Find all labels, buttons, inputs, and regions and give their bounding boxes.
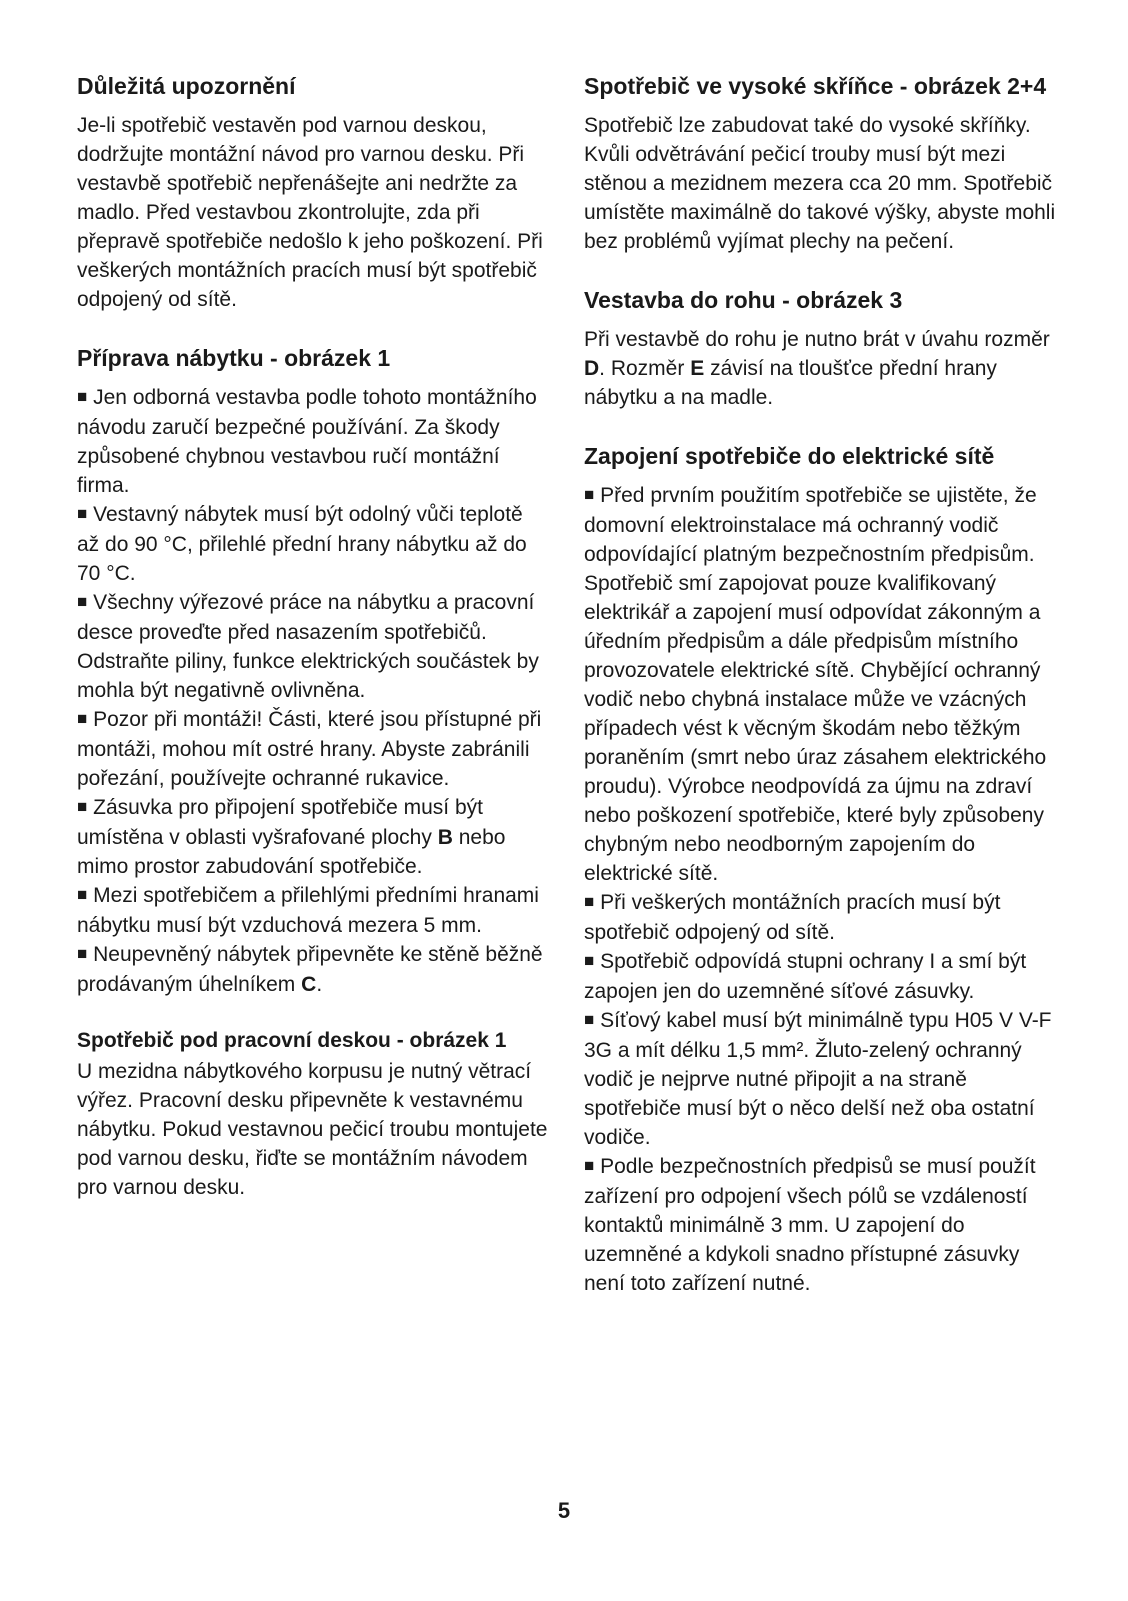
square-bullet-icon: ■ xyxy=(584,485,595,504)
right-column xyxy=(584,70,1064,1326)
square-bullet-icon: ■ xyxy=(77,592,88,611)
square-bullet-icon: ■ xyxy=(584,1010,595,1029)
page-number: 5 xyxy=(557,1498,571,1523)
heading-furniture-preparation: Příprava nábytku - obrázek 1 xyxy=(77,345,391,371)
bullet-item: ■ Jen odborná vestavba podle tohoto montážního návodu zaručí bezpečné používání. Za škody způsobené chybnou vestavbou ručí montážní firma. xyxy=(77,386,537,497)
heading-corner-installation: Vestavba do rohu - obrázek 3 xyxy=(584,287,903,313)
left-column xyxy=(77,70,549,1230)
square-bullet-icon: ■ xyxy=(77,709,88,728)
paragraph-tall-cabinet: Spotřebič lze zabudovat také do vysoké skříňky. Kvůli odvětrávání pečicí trouby musí být mezi stěnou a mezidnem mezera cca 20 mm. Spotřebič umístěte maximálně do takové výšky, abyste mohli bez problémů vyjímat plechy na pečení. xyxy=(584,114,1056,253)
bullet-item: ■ Podle bezpečnostních předpisů se musí použít zařízení pro odpojení všech pólů se vzdáleností kontaktů minimálně 3 mm. U zapojení do uzemněné a kdykoli snadno přístupné zásuvky není toto zařízení nutné. xyxy=(584,1155,1036,1295)
heading-important-notes: Důležitá upozornění xyxy=(77,73,296,99)
bullet-item: ■ Mezi spotřebičem a přilehlými předními hranami nábytku musí být vzduchová mezera 5 mm. xyxy=(77,884,539,937)
square-bullet-icon: ■ xyxy=(77,885,88,904)
square-bullet-icon: ■ xyxy=(584,1156,595,1175)
heading-electrical-connection: Zapojení spotřebiče do elektrické sítě xyxy=(584,443,995,469)
section-electrical-connection xyxy=(584,440,1064,1298)
section-furniture-preparation xyxy=(77,342,549,999)
square-bullet-icon: ■ xyxy=(77,504,88,523)
bullet-item: ■ Všechny výřezové práce na nábytku a pracovní desce proveďte před nasazením spotřebičů. Odstraňte piliny, funkce elektrických součástek by mohla být negativně ovlivněna. xyxy=(77,591,539,702)
section-tall-cabinet xyxy=(584,70,1064,256)
paragraph-under-worktop: U mezidna nábytkového korpusu je nutný větrací výřez. Pracovní desku připevněte k vestavnému nábytku. Pokud vestavnou pečicí troubu montujete pod varnou desku, řiďte se montážním návodem pro varnou desku. xyxy=(77,1060,548,1199)
bullet-item: ■ Zásuvka pro připojení spotřebiče musí být umístěna v oblasti vyšrafované plochy B nebo mimo prostor zabudování spotřebiče. xyxy=(77,796,506,878)
bullet-item: ■ Neupevněný nábytek připevněte ke stěně běžně prodávaným úhelníkem C. xyxy=(77,943,543,996)
paragraph-corner-installation: Při vestavbě do rohu je nutno brát v úvahu rozměr D. Rozměr E závisí na tloušťce přední hrany nábytku a na madle. xyxy=(584,328,1050,409)
square-bullet-icon: ■ xyxy=(584,892,595,911)
bullet-item: ■ Při veškerých montážních pracích musí být spotřebič odpojený od sítě. xyxy=(584,891,1001,944)
section-under-worktop xyxy=(77,1027,549,1202)
heading-under-worktop: Spotřebič pod pracovní deskou - obrázek 1 xyxy=(77,1029,507,1052)
section-corner-installation xyxy=(584,284,1064,412)
square-bullet-icon: ■ xyxy=(584,951,595,970)
paragraph-important-notes: Je-li spotřebič vestavěn pod varnou deskou, dodržujte montážní návod pro varnou desku. Při vestavbě spotřebič nepřenášejte ani nedržte za madlo. Před vestavbou zkontrolujte, zda při přepravě spotřebiče nedošlo k jeho poškození. Při veškerých montážních pracích musí být spotřebič odpojený od sítě. xyxy=(77,114,543,311)
heading-tall-cabinet: Spotřebič ve vysoké skříňce - obrázek 2+4 xyxy=(584,73,1047,99)
bullet-item: ■ Vestavný nábytek musí být odolný vůči teplotě až do 90 °C, přilehlé přední hrany nábytku až do 70 °C. xyxy=(77,503,527,585)
bullet-item: ■ Před prvním použitím spotřebiče se ujistěte, že domovní elektroinstalace má ochranný vodič odpovídající platným bezpečnostním předpisům. Spotřebič smí zapojovat pouze kvalifikovaný elektrikář a zapojení musí odpovídat zákonným a úředním předpisům a dále předpisům místního provozovatele elektrické sítě. Chybějící ochranný vodič nebo chybná instalace může ve vzácných případech vést k věcným škodám nebo těžkým poraněním (smrt nebo úraz zásahem elektrického proudu). Výrobce neodpovídá za újmu na zdraví nebo poškození spotřebiče, které byly způsobeny chybným nebo neodborným zapojením do elektrické sítě. xyxy=(584,484,1047,885)
square-bullet-icon: ■ xyxy=(77,944,88,963)
square-bullet-icon: ■ xyxy=(77,797,88,816)
bullet-item: ■ Pozor při montáži! Části, které jsou přístupné při montáži, mohou mít ostré hrany. Abyste zabránili pořezání, používejte ochranné rukavice. xyxy=(77,708,542,790)
square-bullet-icon: ■ xyxy=(77,387,88,406)
bullet-item: ■ Síťový kabel musí být minimálně typu H05 V V-F 3G a mít délku 1,5 mm². Žluto-zelený ochranný vodič je nejprve nutné připojit a na straně spotřebiče musí být o něco delší než oba ostatní vodiče. xyxy=(584,1009,1052,1149)
section-important-notes xyxy=(77,70,549,314)
bullet-item: ■ Spotřebič odpovídá stupni ochrany I a smí být zapojen jen do uzemněné síťové zásuvky. xyxy=(584,950,1027,1003)
